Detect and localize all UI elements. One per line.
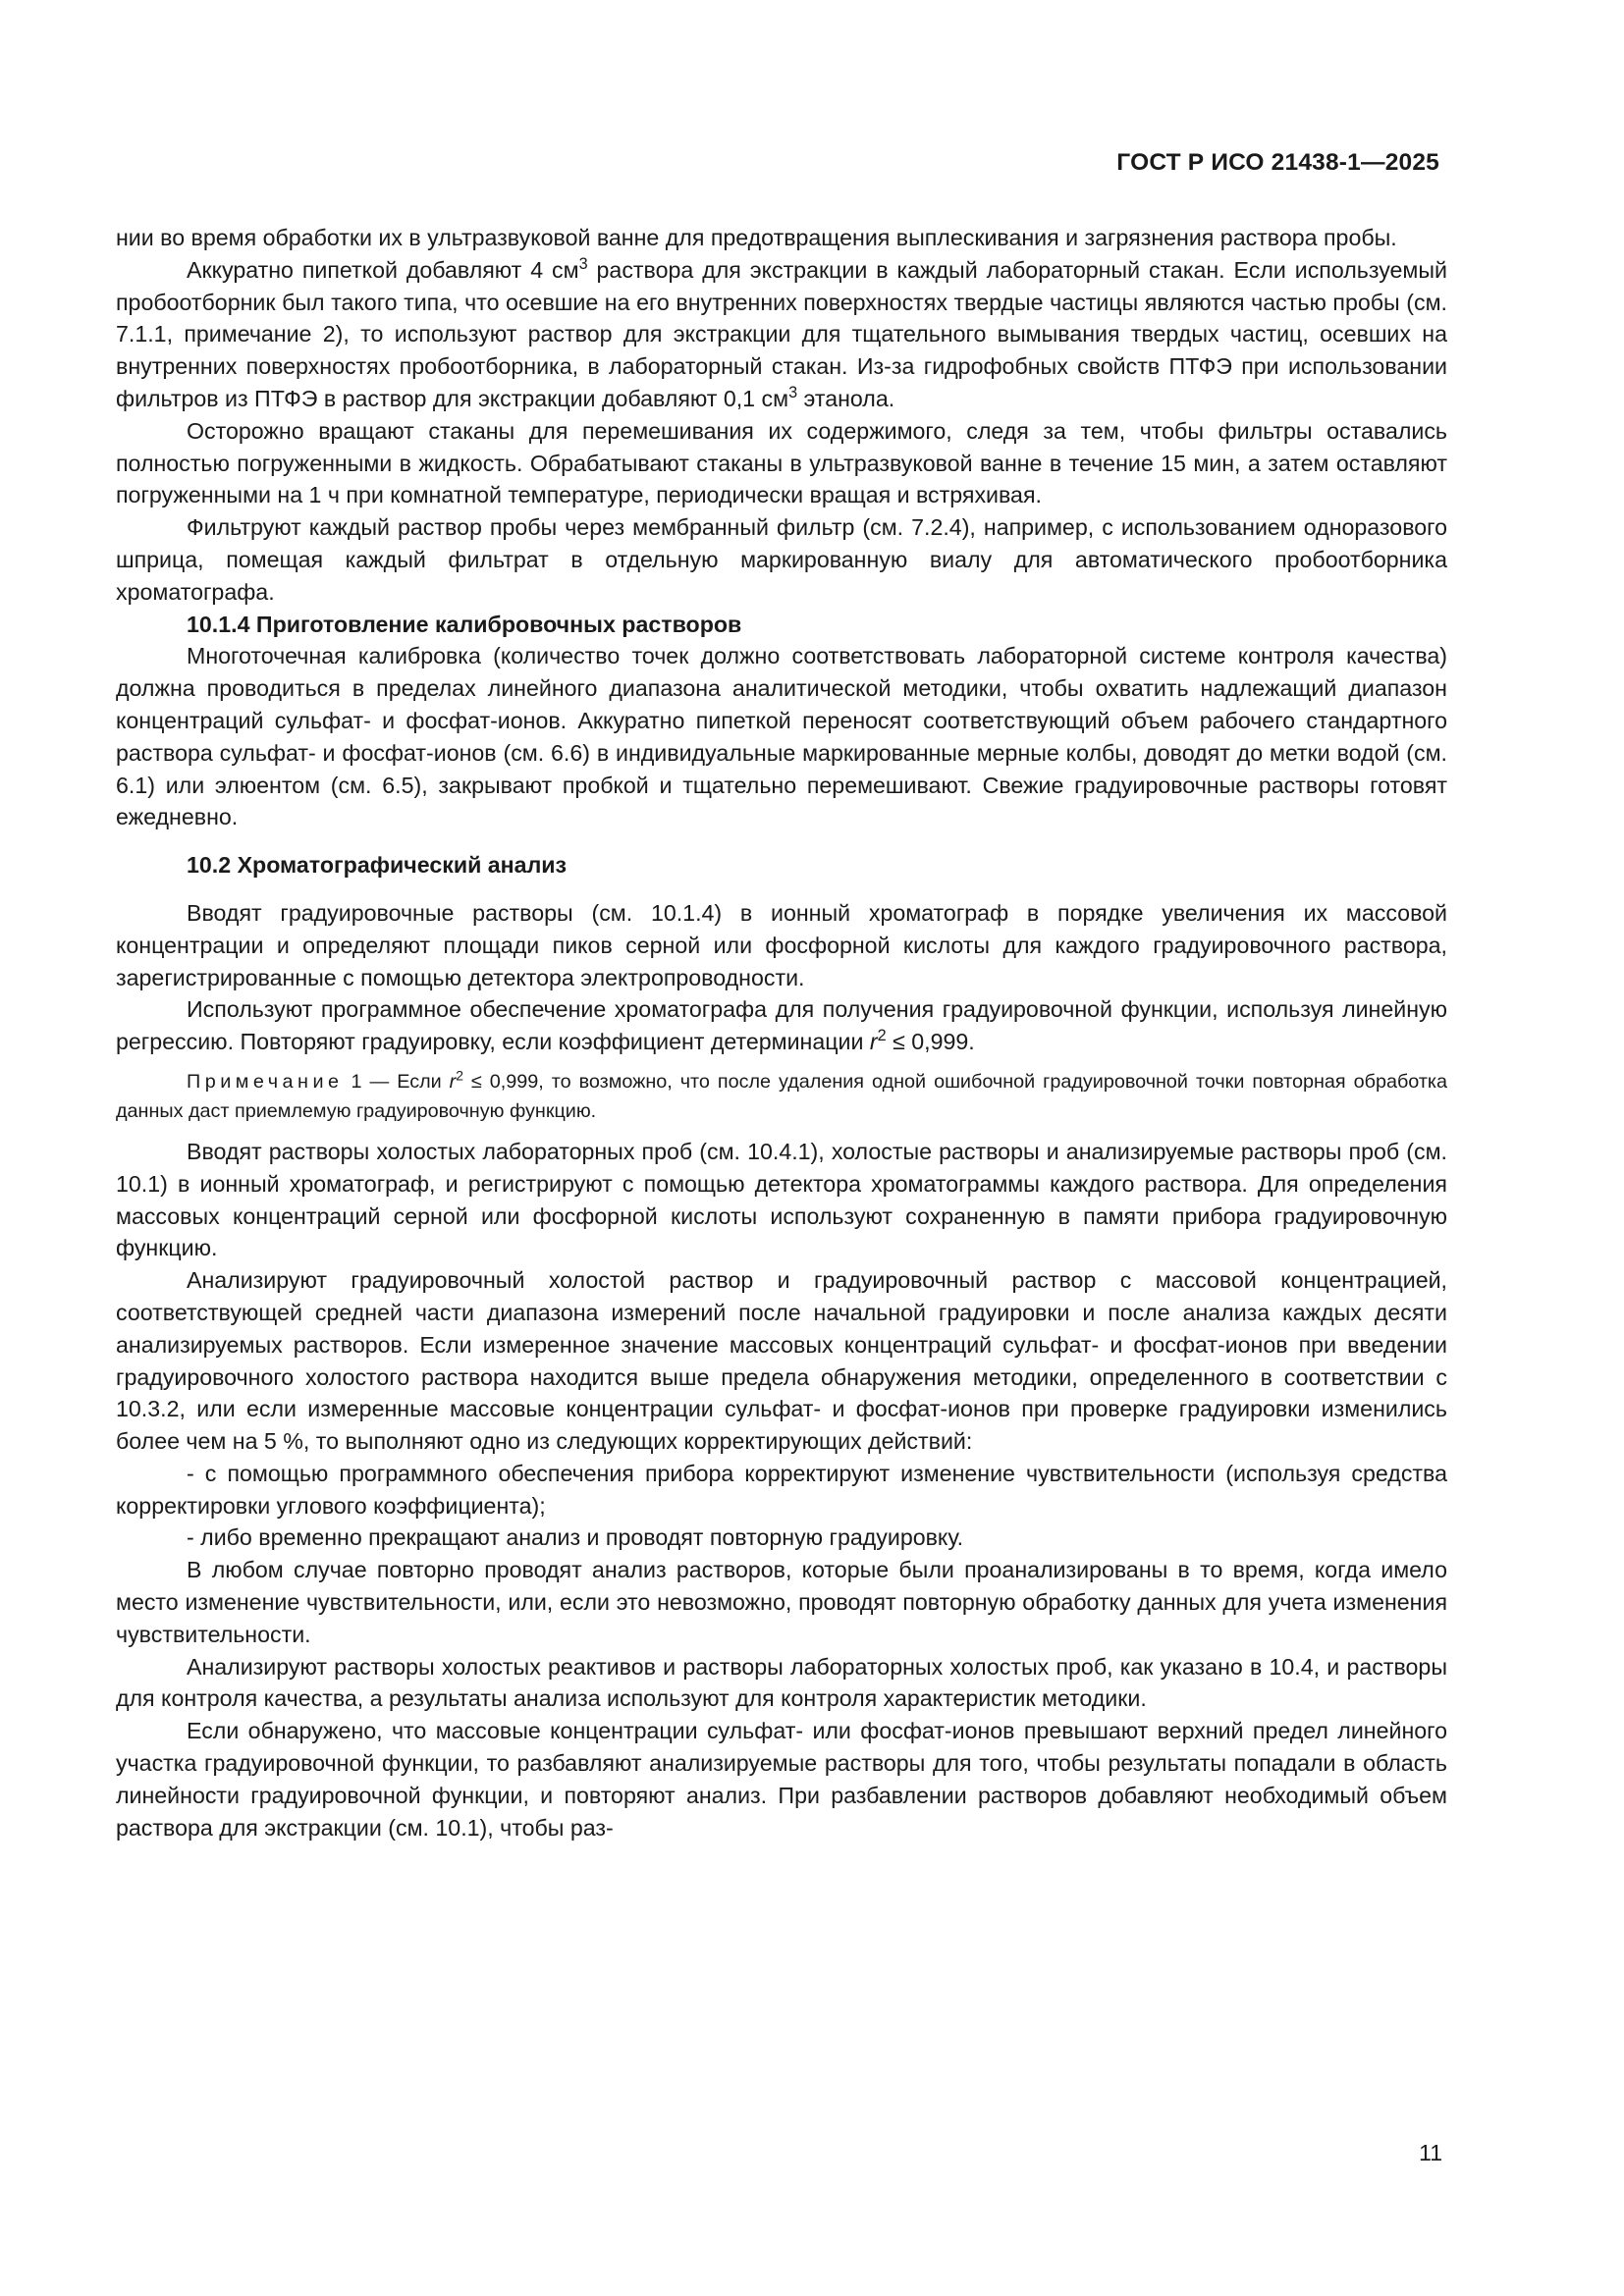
paragraph-calibration: Многоточечная калибровка (количество точек должно соответствовать лабораторной системе контроля качества) должна проводиться в пределах линейного диапазона аналитической методики, чтобы охватить надлежащий диапазон концентраций сульфат- и фосфат-ионов. Аккуратно пипеткой переносят соответствующий объем рабочего стандартного раствора сульфат- и фосфат-ионов (см. 6.6) в индивидуальные маркированные мерные колбы, доводят до метки водой (см. 6.1) или элюентом (см. 6.5), закрывают пробкой и тщательно перемешивают. Свежие градуировочные растворы готовят ежедневно. — [116, 643, 1447, 830]
note-label: Примечание — [187, 1070, 344, 1093]
list-item-correct-sensitivity: - с помощью программного обеспечения прибора корректируют изменение чувствительности (используя средства корректировки углового коэффициента); — [116, 1460, 1447, 1519]
page-content — [116, 222, 1447, 1843]
text-fragment: Используют программное обеспечение хроматографа для получения градуировочной функции, используя линейную регрессию. Повторяют градуировку, если коэффициент детерминации — [116, 996, 1447, 1055]
note-text: ≤ 0,999, то возможно, что после удаления одной ошибочной градуировочной точки повторная обработка данных даст приемлемую градуировочную функцию. — [116, 1070, 1447, 1122]
paragraph-inject-samples: Вводят растворы холостых лабораторных проб (см. 10.4.1), холостые растворы и анализируемые растворы проб (см. 10.1) в ионный хроматограф, и регистрируют с помощью детектора хроматограммы каждого раствора. Для определения массовых концентраций серной или фосфорной кислоты используют сохраненную в памяти прибора градуировочную функцию. — [116, 1138, 1447, 1261]
paragraph-blanks: Анализируют растворы холостых реактивов и растворы лабораторных холостых проб, как указано в 10.4, и растворы для контроля качества, а результаты анализа используют для контроля характеристик методики. — [116, 1653, 1447, 1712]
paragraph-regression — [116, 993, 1447, 1058]
italic-variable: r — [869, 1029, 878, 1055]
paragraph-filtering: Фильтруют каждый раствор пробы через мембранный фильтр (см. 7.2.4), например, с использованием одноразового шприца, помещая каждый фильтрат в отдельную маркированную виалу для автоматического пробоотборника хроматографа. — [116, 514, 1447, 605]
paragraph-dilution: Если обнаружено, что массовые концентрации сульфат- или фосфат-ионов превышают верхний предел линейного участка градуировочной функции, то разбавляют анализируемые растворы для того, чтобы результаты попадали в область линейности градуировочной функции, и повторяют анализ. При разбавлении растворов добавляют необходимый объем раствора для экстракции (см. 10.1), чтобы раз- — [116, 1718, 1447, 1841]
superscript: 3 — [788, 384, 798, 402]
paragraph-continuation: нии во время обработки их в ультразвуковой ванне для предотвращения выплескивания и загрязнения раствора пробы. — [116, 225, 1397, 250]
text-fragment: ≤ 0,999. — [886, 1029, 975, 1055]
paragraph-extraction-solution — [116, 254, 1447, 415]
paragraph-inject-standards: Вводят градуировочные растворы (см. 10.1.4) в ионный хроматограф в порядке увеличения их массовой концентрации и определяют площади пиков серной или фосфорной кислоты для каждого градуировочного раствора, зарегистрированные с помощью детектора электропроводности. — [116, 899, 1447, 990]
paragraph-rotate-beakers: Осторожно вращают стаканы для перемешивания их содержимого, следя за тем, чтобы фильтры оставались полностью погруженными в жидкость. Обрабатывают стаканы в ультразвуковой ванне в течение 15 мин, а затем оставляют погруженными на 1 ч при комнатной температуре, периодически вращая и встряхивая. — [116, 417, 1447, 508]
note-1 — [116, 1067, 1447, 1126]
superscript: 2 — [456, 1067, 463, 1084]
note-number: 1 — Если — [343, 1070, 450, 1093]
page-number: 11 — [1419, 2140, 1442, 2165]
paragraph-check-calibration: Анализируют градуировочный холостой раствор и градуировочный раствор с массовой концентрацией, соответствующей средней части диапазона измерений после начальной градуировки и после анализа каждых десяти анализируемых растворов. Если измеренное значение массовых концентраций сульфат- и фосфат-ионов при введении градуировочного холостого раствора находится выше предела обнаружения методики, определенного в соответствии с 10.3.2, или если измеренные массовые концентрации сульфат- и фосфат-ионов при проверке градуировки изменились более чем на 5 %, то выполняют одно из следующих корректирующих действий: — [116, 1267, 1447, 1455]
text-fragment: раствора для экстракции в каждый лабораторный стакан. Если используемый пробоотборник был такого типа, что осевшие на его внутренних поверхностях твердые частицы являются частью пробы (см. 7.1.1, примечание 2), то используют раствор для экстракции для тщательного вымывания твердых частиц, осевших на внутренних поверхностях пробоотборника, в лабораторный стакан. Из-за гидрофобных свойств ПТФЭ при использовании фильтров из ПТФЭ в раствор для экстракции добавляют 0,1 см — [116, 256, 1447, 411]
document-code-header: ГОСТ Р ИСО 21438-1—2025 — [1116, 149, 1439, 176]
superscript: 2 — [877, 1027, 887, 1045]
subsection-heading-10-1-4: 10.1.4 Приготовление калибровочных растворов — [187, 611, 742, 637]
text-fragment: Аккуратно пипеткой добавляют 4 см — [187, 256, 579, 283]
text-fragment: этанола. — [797, 385, 895, 411]
superscript: 3 — [578, 254, 588, 273]
list-item-recalibrate: - либо временно прекращают анализ и проводят повторную градуировку. — [187, 1524, 964, 1551]
italic-variable: r — [449, 1070, 457, 1093]
section-heading-10-2: 10.2 Хроматографический анализ — [187, 852, 568, 879]
paragraph-reanalyze: В любом случае повторно проводят анализ растворов, которые были проанализированы в то время, когда имело место изменение чувствительности, или, если это невозможно, проводят повторную обработку данных для учета изменения чувствительности. — [116, 1557, 1447, 1647]
